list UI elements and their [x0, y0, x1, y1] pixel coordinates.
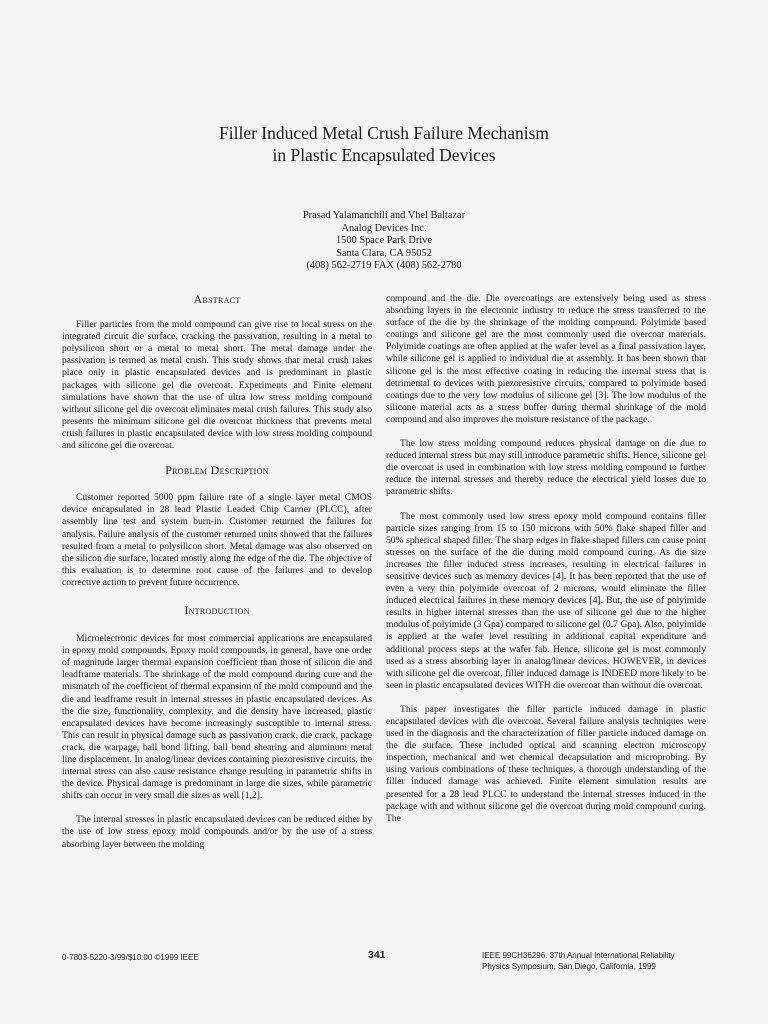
introduction-heading: Introduction — [184, 602, 250, 617]
address-line-2: Santa Clara, CA 95052 — [336, 247, 432, 259]
author-block — [180, 210, 588, 273]
abstract-text: Filler particles from the mold compound can give rise to local stress on the integrated circuit die surface, cracking the passivation, resulting in a metal to polysilicon short or a metal to metal short. The metal damage under the passivation is termed as metal crush. This study shows that metal crush takes place only in plastic encapsulated devices and is predominant in plastic packages with silicone gel die overcoat. Experiments and Finite element simulations have shown that the use of ultra low stress molding compound without silicone gel die overcoat eliminates metal crush failures. This study also presents the minimum silicone gel die overcoat thickness that prevents metal crush failures in plastic encapsulated device with low stress molding compound and silicone gel die overcoat. — [62, 319, 372, 452]
address-line-1: 1500 Space Park Drive — [335, 235, 433, 247]
affiliation: Analog Devices Inc. — [341, 222, 427, 234]
right-paragraph-2: The low stress molding compound reduces physical damage on die due to reduced internal stress but may still introduce parametric shifts. Hence, silicone gel die overcoat is used in combination with low stress molding compound to further reduce the internal stresses and thereby reduce the electrical yield losses due to parametric shifts. — [386, 438, 706, 498]
page-footer — [62, 950, 706, 976]
page-number: 341 — [368, 949, 386, 961]
right-column — [386, 293, 706, 825]
problem-description-heading: Problem Description — [165, 463, 269, 478]
title-line-1: Filler Induced Metal Crush Failure Mechanism — [219, 123, 549, 143]
introduction-paragraph-1: Microelectronic devices for most commercial applications are encapsulated in epoxy mold compounds. Epoxy mold compounds, in general, have one order of magnitude larger thermal expansion coefficient than those of silicon die and leadframe materials. The shrinkage of the mold compound during cure and the mismatch of the coefficient of thermal expansion of the mold compound and the die and leadframe result in internal stresses in plastic encapsulated devices. As the die size, functionality, complexity, and die density have increased, plastic encapsulated devices have become increasingly susceptible to internal stress. This can result in physical damage such as passivation crack, die crack, package crack, die warpage, ball bond lifting, ball bond shearing and aluminum metal line displacement. In analog/linear devices containing piezoresistive circuits, the internal stress can also cause resistance change resulting in parametric shifts in the device. Physical damage is predominant in large die sizes, while parametric shifts can occur in very small die sizes as well [1,2]. — [62, 633, 372, 802]
introduction-paragraph-2: The internal stresses in plastic encapsulated devices can be reduced either by the use of low stress epoxy mold compounds and/or by the use of a stress absorbing layer between the molding — [62, 814, 372, 850]
right-paragraph-1: compound and the die. Die overcoatings are extensively being used as stress absorbing layers in the electronic industry to reduce the stress transferred to the surface of the die by the shrinkage of the molding compound. Polyimide based coatings and silicone gel are the most commonly used die overcoat materials. Polyimide coatings are often applied at the wafer level as a final passivation layer, while silicone gel is applied to individual die at assembly. It has been shown that silicone gel is the most effective coating in reducing the internal stress that is detrimental to devices with piezoresistive circuits, compared to polyimide based coatings due to the very low modulus of silicone gel [3]. The low modulus of the silicone material acts as a stress buffer during thermal shrinkage of the mold compound and also improves the moisture resistance of the package. — [386, 293, 706, 425]
problem-description-text: Customer reported 5000 ppm failure rate of a single layer metal CMOS device encapsulated in 28 lead Plastic Leaded Chip Carrier (PLCC), after assembly line test and system burn-in. Customer returned the failures for analysis. Failure analysis of the customer returned units showed that the failures resulted from a metal to polysilicon short. Metal damage was also observed on the silicon die surface, located mostly along the edge of the die. The objective of this evaluation is to determine root cause of the failures and to develop corrective action to prevent future occurrence. — [62, 492, 372, 588]
author-names: Prasad Yalamanchili and Vhel Baltazar — [302, 210, 466, 221]
abstract-heading: Abstract — [193, 292, 241, 306]
proceedings-citation — [482, 950, 712, 972]
phone-fax: (408) 562-2719 FAX (408) 562-2780 — [306, 260, 462, 272]
citation-line-1: IEEE 99CH36296. 37th Annual International Reliability — [482, 951, 675, 960]
paper-title — [60, 122, 708, 166]
title-line-2: in Plastic Encapsulated Devices — [272, 145, 496, 165]
right-paragraph-3: The most commonly used low stress epoxy mold compound contains filler particle sizes ranging from 15 to 150 microns with 50% flake shaped filler and 50% spherical shaped filler. The sharp edges in flake shaped fillers can cause point stresses on the surface of the die during mold compound curing. As die size increases the filler induced stress increases, resulting in electrical failures in sensitive devices such as memory devices [4]. It has been reported that the use of even a very thin polyimide overcoat of 2 microns, would eliminate the filler induced electrical failures in these memory devices [4]. But, the use of polyimide results in higher internal stresses than the use of silicone gel due to the higher modulus of polyimide (3 Gpa) compared to silicone gel (0.7 Gpa). Also, polyimide is applied at the wafer level resulting in additional capital expenditure and additional process steps at the wafer fab. Hence, silicone gel is most commonly used as a stress absorbing layer in analog/linear devices. HOWEVER, in devices with silicone gel die overcoat, filler induced damage is INDEED more likely to be seen in plastic encapsulated devices WITH die overcoat than without die overcoat. — [386, 510, 706, 691]
left-column — [62, 293, 372, 851]
citation-line-2: Physics Symposium, San Diego, California, 1999 — [482, 962, 656, 971]
copyright-line: 0-7803-5220-3/99/$10.00 ©1999 IEEE — [62, 953, 199, 962]
right-paragraph-4: This paper investigates the filler particle induced damage in plastic encapsulated devices with die overcoat. Several failure analysis techniques were used in the diagnosis and the characterization of filler particle induced damage on the die surface. These included optical and scanning electron microscopy inspection, mechanical and wet chemical decapsulation and microprobing. By using various combinations of these techniques, a thorough understanding of the filler induced damage was achieved. Finite element simulation results are presented for a 28 lead PLCC to understand the internal stresses induced in the package with and without silicone gel die overcoat during mold compound curing. The — [386, 703, 706, 824]
